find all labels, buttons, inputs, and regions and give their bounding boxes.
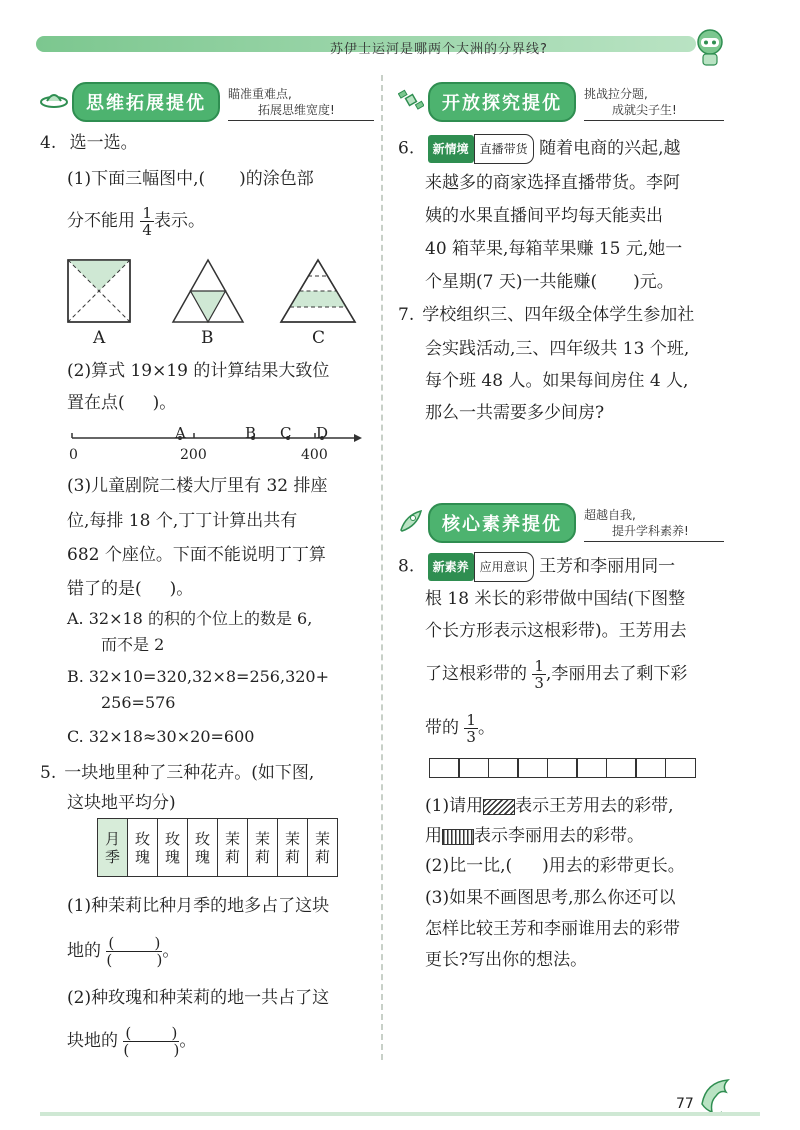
ufo-icon <box>40 89 68 115</box>
blank-fraction[interactable] <box>106 935 162 968</box>
fraction <box>532 658 546 691</box>
point-a: A <box>175 424 186 442</box>
diagonal-pattern-icon <box>483 799 515 815</box>
bottom-band <box>40 1112 760 1116</box>
text: 用 <box>425 826 442 846</box>
section-underline <box>584 120 724 121</box>
section-note-line1: 瞄准重难点, <box>228 87 292 101</box>
frac-den: 4 <box>142 221 152 239</box>
q4-p3-line4 <box>67 576 193 602</box>
section-note <box>584 86 677 118</box>
q7-line1 <box>398 302 694 328</box>
option-c: C. 32×18≈30×20=600 <box>67 727 255 746</box>
q8-s3-line3: 更长?写出你的想法。 <box>425 950 588 970</box>
plot-cell: 茉莉 <box>248 819 278 877</box>
tick-400: 400 <box>301 447 328 463</box>
paren: ( <box>125 1024 132 1042</box>
option-b-line2: 256=576 <box>101 693 176 712</box>
ribbon-segment[interactable] <box>576 758 607 778</box>
text: 一块地里种了三种花卉。(如下图, <box>64 763 315 783</box>
question-number: 7. <box>398 305 415 325</box>
paren: ) <box>154 934 161 952</box>
frac-den: 3 <box>466 728 476 746</box>
q5-line1 <box>40 760 314 786</box>
figure-label-c: C <box>312 328 326 348</box>
plot-cell: 玫瑰 <box>128 819 158 877</box>
text: )用去的彩带更长。 <box>542 856 685 876</box>
text: 。 <box>162 941 180 961</box>
fraction <box>464 712 478 745</box>
text: )。 <box>152 393 177 413</box>
paren: ) <box>156 951 163 969</box>
q4-p1-line2 <box>67 205 205 238</box>
text: (1)下面三幅图中,( <box>67 169 206 189</box>
section-underline <box>228 120 374 121</box>
paren: ) <box>173 1041 180 1059</box>
tag-application: 应用意识 <box>474 552 534 582</box>
section-header-thinking <box>40 84 335 120</box>
section-note-line2: 提升学科素养! <box>612 524 689 538</box>
question-number: 8. <box>398 556 415 577</box>
plot-cell: 月季 <box>98 819 128 877</box>
section-header-core <box>398 505 689 541</box>
section-header-explore <box>398 84 677 120</box>
figure-a-square <box>68 260 130 322</box>
q8-s3-line1: (3)如果不画图思考,那么你还可以 <box>425 888 676 908</box>
text: ,李丽用去了剩下彩 <box>545 664 688 684</box>
q4-p2-line2 <box>67 390 176 416</box>
q4-p3-line2: 位,每排 18 个,丁丁计算出共有 <box>67 511 298 531</box>
section-note-line2: 成就尖子生! <box>612 103 677 117</box>
text: 表示李丽用去的彩带。 <box>474 826 644 846</box>
ribbon-diagram[interactable] <box>430 758 696 778</box>
q7-line4: 那么一共需要多少间房? <box>425 403 605 423</box>
q8-line4 <box>425 658 687 691</box>
tick-200: 200 <box>180 447 207 463</box>
q6-line3: 姨的水果直播间平均每天能卖出 <box>425 206 663 226</box>
text: )元。 <box>633 272 674 292</box>
plot-cell: 玫瑰 <box>158 819 188 877</box>
ribbon-segment[interactable] <box>606 758 637 778</box>
text: 。 <box>477 718 495 738</box>
section-note-line2: 拓展思维宽度! <box>258 103 335 117</box>
q8-s3-line2: 怎样比较王芳和李丽谁用去的彩带 <box>425 919 680 939</box>
plot-cell: 玫瑰 <box>188 819 218 877</box>
q8-line3: 个长方形表示这根彩带)。王芳用去 <box>425 621 687 641</box>
text: )的涂色部 <box>239 169 314 189</box>
tag-new-context: 新情境 <box>428 135 474 163</box>
question-title: 选一选。 <box>69 133 138 153</box>
section-note-line1: 挑战拉分题, <box>584 87 648 101</box>
text: 王芳和李丽用同一 <box>539 556 676 577</box>
q5-s2-line1: (2)种玫瑰和种茉莉的地一共占了这 <box>67 988 330 1008</box>
point-c: C <box>280 424 292 442</box>
section-underline <box>584 541 724 542</box>
q5-s2-line2 <box>67 1025 196 1058</box>
ribbon-segment[interactable] <box>517 758 548 778</box>
frac-num: 1 <box>534 657 544 675</box>
section-note <box>228 86 335 118</box>
text: (2)比一比,( <box>425 856 513 876</box>
q7-line3: 每个班 48 人。如果每间房住 4 人, <box>425 371 689 391</box>
figure-b-triangle <box>173 260 243 322</box>
section-title: 思维拓展提优 <box>72 82 220 122</box>
text: (1)请用 <box>425 796 484 816</box>
q4-p3-line1: (3)儿童剧院二楼大厅里有 32 排座 <box>67 476 328 496</box>
point-b: B <box>245 424 257 442</box>
q8-s1-line1 <box>425 793 674 819</box>
q6-line2: 来越多的商家选择直播带货。李阿 <box>425 173 680 193</box>
tag-new-literacy: 新素养 <box>428 553 474 581</box>
text: 随着电商的兴起,越 <box>539 138 681 159</box>
q4-p2-line1: (2)算式 19×19 的计算结果大致位 <box>67 361 330 381</box>
paren: ( <box>123 1041 130 1059</box>
tick-0: 0 <box>69 447 78 463</box>
q4-heading <box>40 130 138 156</box>
frac-num: 1 <box>466 711 476 729</box>
text: )。 <box>169 579 194 599</box>
section-title: 开放探究提优 <box>428 82 576 122</box>
text: 学校组织三、四年级全体学生参加社 <box>422 305 695 325</box>
rocket-icon <box>398 509 424 537</box>
frac-num: 1 <box>142 204 152 222</box>
blank-fraction[interactable] <box>123 1025 179 1058</box>
q4-p3-line3: 682 个座位。下面不能说明丁丁算 <box>67 545 326 565</box>
page-number: 77 <box>676 1096 694 1112</box>
q5-s1-line2 <box>67 935 179 968</box>
option-b-line1: B. 32×10=320,32×8=256,320+ <box>67 667 330 686</box>
q8-s1-line2 <box>425 823 644 849</box>
text: 带的 <box>425 718 459 738</box>
column-divider <box>381 75 383 1060</box>
text: 地的 <box>67 941 101 961</box>
q5-s1-line1: (1)种茉莉比种月季的地多占了这块 <box>67 896 330 916</box>
q8-line2: 根 18 米长的彩带做中国结(下图整 <box>425 589 686 609</box>
section-note-line1: 超越自我, <box>584 508 636 522</box>
text: 块地的 <box>67 1031 118 1051</box>
q8-s2 <box>425 853 685 879</box>
fraction <box>140 205 154 238</box>
ribbon-segment[interactable] <box>488 758 519 778</box>
plot-cell: 茉莉 <box>218 819 248 877</box>
section-note <box>584 507 689 539</box>
text: 表示。 <box>153 211 205 231</box>
q7-line2: 会实践活动,三、四年级共 13 个班, <box>425 339 690 359</box>
plot-cell: 茉莉 <box>278 819 308 877</box>
q8-line5 <box>425 712 495 745</box>
point-d: D <box>316 424 329 442</box>
option-a-line1: A. 32×18 的积的个位上的数是 6, <box>67 609 313 628</box>
question-number: 4. <box>40 133 57 153</box>
q6-line1 <box>398 134 680 164</box>
figure-label-b: B <box>201 328 214 348</box>
text: 分不能用 <box>67 211 135 231</box>
ribbon-segment[interactable] <box>635 758 666 778</box>
q6-line4: 40 箱苹果,每箱苹果赚 15 元,她一 <box>425 239 683 259</box>
plot-cell: 茉莉 <box>308 819 338 877</box>
text: 表示王芳用去的彩带, <box>515 796 674 816</box>
frac-den: 3 <box>534 674 544 692</box>
text: 。 <box>179 1031 197 1051</box>
paren: ( <box>108 934 115 952</box>
figure-label-a: A <box>93 328 106 348</box>
paren: ( <box>106 951 113 969</box>
q6-line5 <box>425 269 674 295</box>
robot-mascot-icon <box>692 28 728 72</box>
text: 个星期(7 天)一共能赚( <box>425 272 598 292</box>
ribbon-segment[interactable] <box>547 758 578 778</box>
q4-p1-line1 <box>67 166 314 192</box>
flower-plot-table <box>97 818 338 877</box>
text: 置在点( <box>67 393 125 413</box>
section-title: 核心素养提优 <box>428 503 576 543</box>
paren: ) <box>171 1024 178 1042</box>
question-number: 6. <box>398 138 415 159</box>
satellite-icon <box>398 88 424 116</box>
vertical-pattern-icon <box>442 829 474 845</box>
text: 错了的是( <box>67 579 142 599</box>
flower-row <box>98 819 338 877</box>
question-number: 5. <box>40 763 57 783</box>
ribbon-segment[interactable] <box>429 758 460 778</box>
q5-line2: 这块地平均分) <box>67 793 176 813</box>
ribbon-segment[interactable] <box>458 758 489 778</box>
tag-live-stream: 直播带货 <box>474 134 534 164</box>
option-a-line2: 而不是 2 <box>101 635 165 654</box>
text: 了这根彩带的 <box>425 664 527 684</box>
q8-line1 <box>398 552 675 582</box>
figure-c-triangle <box>281 260 355 322</box>
ribbon-segment[interactable] <box>665 758 696 778</box>
banner-text: 苏伊士运河是哪两个大洲的分界线? <box>330 42 548 57</box>
